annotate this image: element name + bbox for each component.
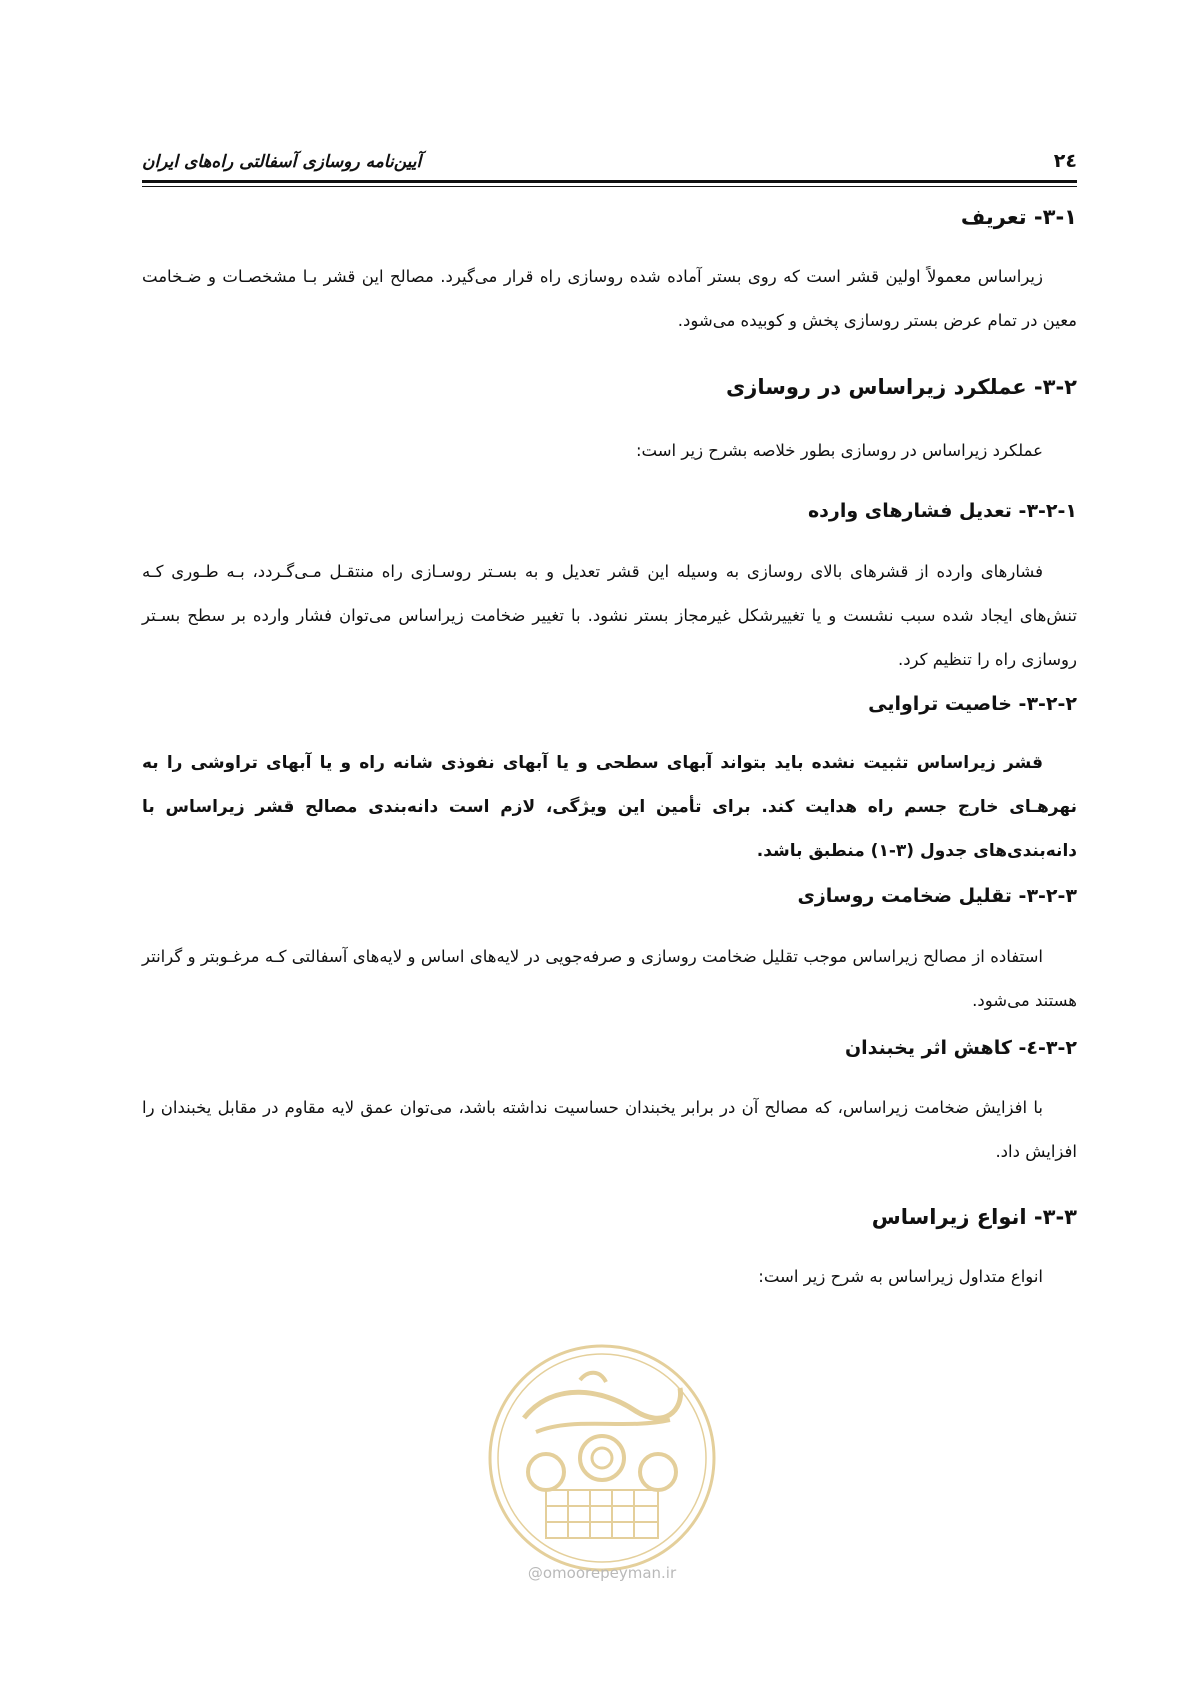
section-title-3-2-1: ۳-۲-۱- تعدیل فشارهای وارده [807, 500, 1077, 522]
header-rule-thick [142, 180, 1077, 183]
section-title-3-2-4: ۳-۲-٤- کاهش اثر یخبندان [844, 1037, 1077, 1059]
section-title-3-2: ۳-۲- عملکرد زیراساس در روسازی [726, 375, 1077, 399]
page-header [142, 150, 1077, 180]
page-number: ۲٤ [1053, 150, 1077, 172]
watermark-url: @omoorepeyman.ir [527, 1564, 677, 1582]
paragraph-3-1: زیراساس معمولاً اولین قشر است که روی بستر آماده شده روسازی راه قرار می‌گیرد. مصالح این قشر بـا مشخصـات و ضـخامت معین در تمام عرض بستر روسازی پخش و کوبیده می‌شود. [142, 267, 1077, 330]
paragraph-3-2-2: قشر زیراساس تثبیت نشده باید بتواند آبهای سطحی و یا آبهای نفوذی شانه راه و یا آبهای تراوشی را به نهرهـای خارج جسم راه هدایت کند. برای تأمین این ویژگی، لازم است دانه‌بندی مصالح قشر زیراساس با دانه‌بندی‌های جدول (۳-۱) منطبق باشد. [142, 753, 1077, 861]
paragraph-3-2-1: فشارهای وارده از قشرهای بالای روسازی به وسیله این قشر تعدیل و به بسـتر روسـازی راه منتقـل مـی‌گـردد، بـه طـوری کـه تنش‌های ایجاد شده سبب نشست و یا تغییرشکل غیرمجاز بستر نشود. با تغییر ضخامت زیراساس می‌توان فشار وارده بر سطح بسـتر روسازی راه را تنظیم کرد. [142, 562, 1077, 669]
section-title-3-2-3: ۳-۲-۳- تقلیل ضخامت روسازی [797, 885, 1077, 907]
running-title: آیین‌نامه روسازی آسفالتی راه‌های ایران [142, 152, 422, 172]
paragraph-3-2-4: با افزایش ضخامت زیراساس، که مصالح آن در برابر یخبندان حساسیت نداشته باشد، می‌توان عمق لایه مقاوم در مقابل یخبندان را افزایش داد. [142, 1098, 1077, 1161]
paragraph-3-2-3: استفاده از مصالح زیراساس موجب تقلیل ضخامت روسازی و صرفه‌جویی در لایه‌های اساس و لایه‌های آسفالتی کـه مرغـوبتر و گرانتر هستند می‌شود. [142, 947, 1077, 1010]
paragraph-3-2: عملکرد زیراساس در روسازی بطور خلاصه بشرح زیر است: [635, 441, 1043, 460]
section-title-3-2-2: ۳-۲-۲- خاصیت تراوایی [868, 693, 1077, 715]
section-title-3-1: ۳-۱- تعریف [960, 205, 1077, 229]
header-rule-thin [142, 186, 1077, 187]
watermark-seal-logo [484, 1340, 720, 1576]
section-title-3-3: ۳-۳- انواع زیراساس [871, 1205, 1077, 1229]
paragraph-3-3: انواع متداول زیراساس به شرح زیر است: [758, 1267, 1043, 1286]
